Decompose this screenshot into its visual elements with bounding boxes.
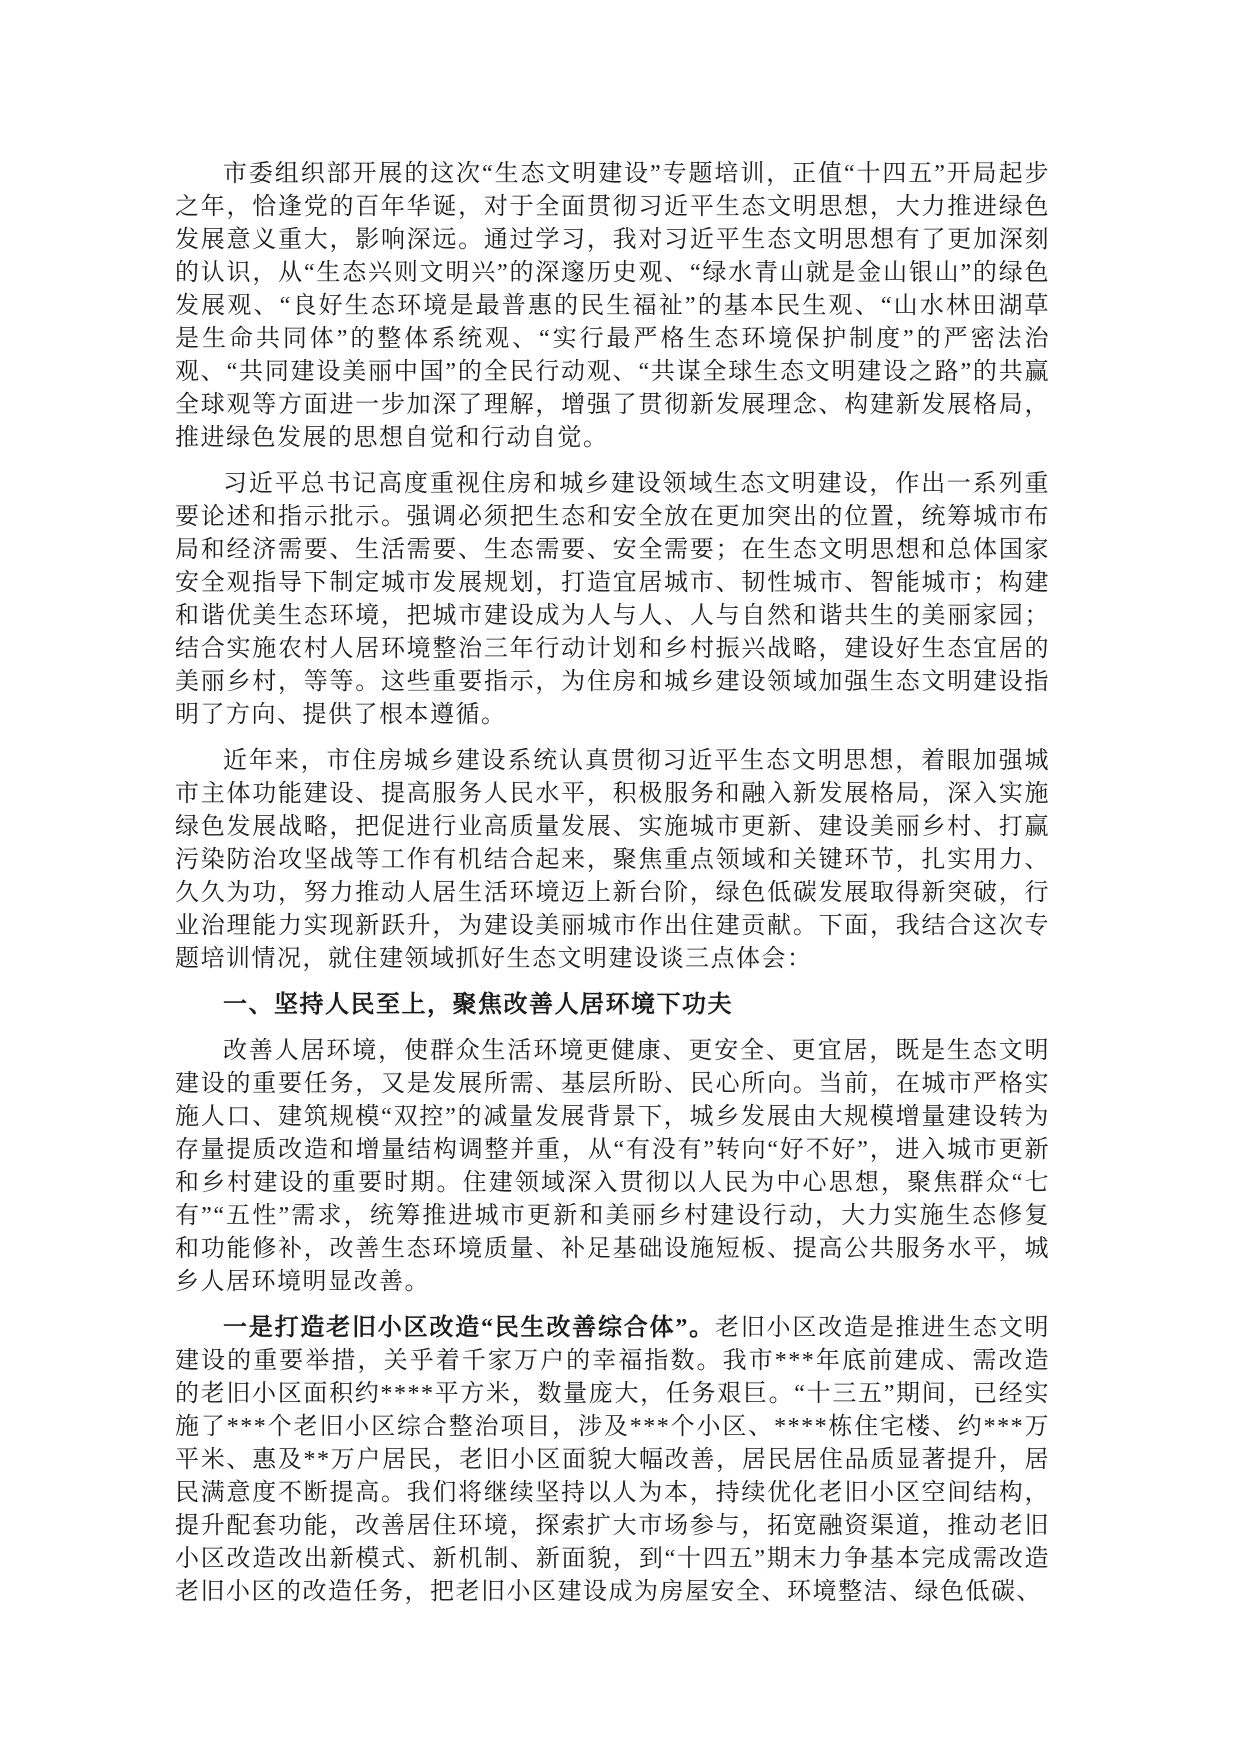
paragraph-old-community-renovation-body: 老旧小区改造是推进生态文明建设的重要举措，关乎着千家万户的幸福指数。我市***年底前建成、需改造的老旧小区面积约****平方米，数量庞大，任务艰巨。“十三五”期间，已经实施了***个老旧小区综合整治项目，涉及***个小区、****栋住宅楼、约***万平米、惠及**万户居民，老旧小区面貌大幅改善，居民居住品质显著提升，居民满意度不断提高。我们将继续坚持以人为本，持续优化老旧小区空间结构，提升配套功能，改善居住环境，探索扩大市场参与，拓宽融资渠道，推动老旧小区改造改出新模式、新机制、新面貌，到“十四五”期末力争基本完成需改造老旧小区的改造任务，把老旧小区建设成为房屋安全、环境整洁、绿色低碳、 bbox=[175, 1315, 1050, 1605]
paragraph-recent-years-work: 近年来，市住房城乡建设系统认真贯彻习近平生态文明思想，着眼加强城市主体功能建设、提高服务人民水平，积极服务和融入新发展格局，深入实施绿色发展战略，把促进行业高质量发展、实施城市更新、建设美丽乡村、打赢污染防治攻坚战等工作有机结合起来，聚焦重点领域和关键环节，扎实用力、久久为功，努力推动人居生活环境迈上新台阶，绿色低碳发展取得新突破，行业治理能力实现新跃升，为建设美丽城市作出住建贡献。下面，我结合这次专题培训情况，就住建领域抓好生态文明建设谈三点体会： bbox=[175, 748, 1050, 972]
paragraph-general-secretary-instructions: 习近平总书记高度重视住房和城乡建设领域生态文明建设，作出一系列重要论述和指示批示。强调必须把生态和安全放在更加突出的位置，统筹城市布局和经济需要、生活需要、生态需要、安全需要；在生态文明思想和总体国家安全观指导下制定城市发展规划，打造宜居城市、韧性城市、智能城市；构建和谐优美生态环境，把城市建设成为人与人、人与自然和谐共生的美丽家园；结合实施农村人居环境整治三年行动计划和乡村振兴战略，建设好生态宜居的美丽乡村，等等。这些重要指示，为住房和城乡建设领域加强生态文明建设指明了方向、提供了根本遵循。 bbox=[175, 471, 1050, 728]
section-heading-1: 一、坚持人民至上，聚焦改善人居环境下功夫 bbox=[223, 992, 733, 1018]
paragraph-old-community-renovation-lead: 一是打造老旧小区改造“民生改善综合体”。 bbox=[223, 1315, 715, 1341]
paragraph-living-environment: 改善人居环境，使群众生活环境更健康、更安全、更宜居，既是生态文明建设的重要任务，又是发展所需、基层所盼、民心所向。当前，在城市严格实施人口、建筑规模“双控”的减量发展背景下，城乡发展由大规模增量建设转为存量提质改造和增量结构调整并重，从“有没有”转向“好不好”，进入城市更新和乡村建设的重要时期。住建领域深入贯彻以人民为中心思想，聚焦群众“七有”“五性”需求，统筹推进城市更新和美丽乡村建设行动，大力实施生态修复和功能修补，改善生态环境质量、补足基础设施短板、提高公共服务水平，城乡人居环境明显改善。 bbox=[175, 1038, 1050, 1295]
paragraph-old-community-renovation bbox=[175, 1312, 1050, 1609]
paragraph-training-overview: 市委组织部开展的这次“生态文明建设”专题培训，正值“十四五”开局起步之年，恰逢党的百年华诞，对于全面贯彻习近平生态文明思想，大力推进绿色发展意义重大，影响深远。通过学习，我对习近平生态文明思想有了更加深刻的认识，从“生态兴则文明兴”的深邃历史观、“绿水青山就是金山银山”的绿色发展观、“良好生态环境是最普惠的民生福祉”的基本民生观、“山水林田湖草是生命共同体”的整体系统观、“实行最严格生态环境保护制度”的严密法治观、“共同建设美丽中国”的全民行动观、“共谋全球生态文明建设之路”的共赢全球观等方面进一步加深了理解，增强了贯彻新发展理念、构建新发展格局，推进绿色发展的思想自觉和行动自觉。 bbox=[175, 161, 1050, 451]
